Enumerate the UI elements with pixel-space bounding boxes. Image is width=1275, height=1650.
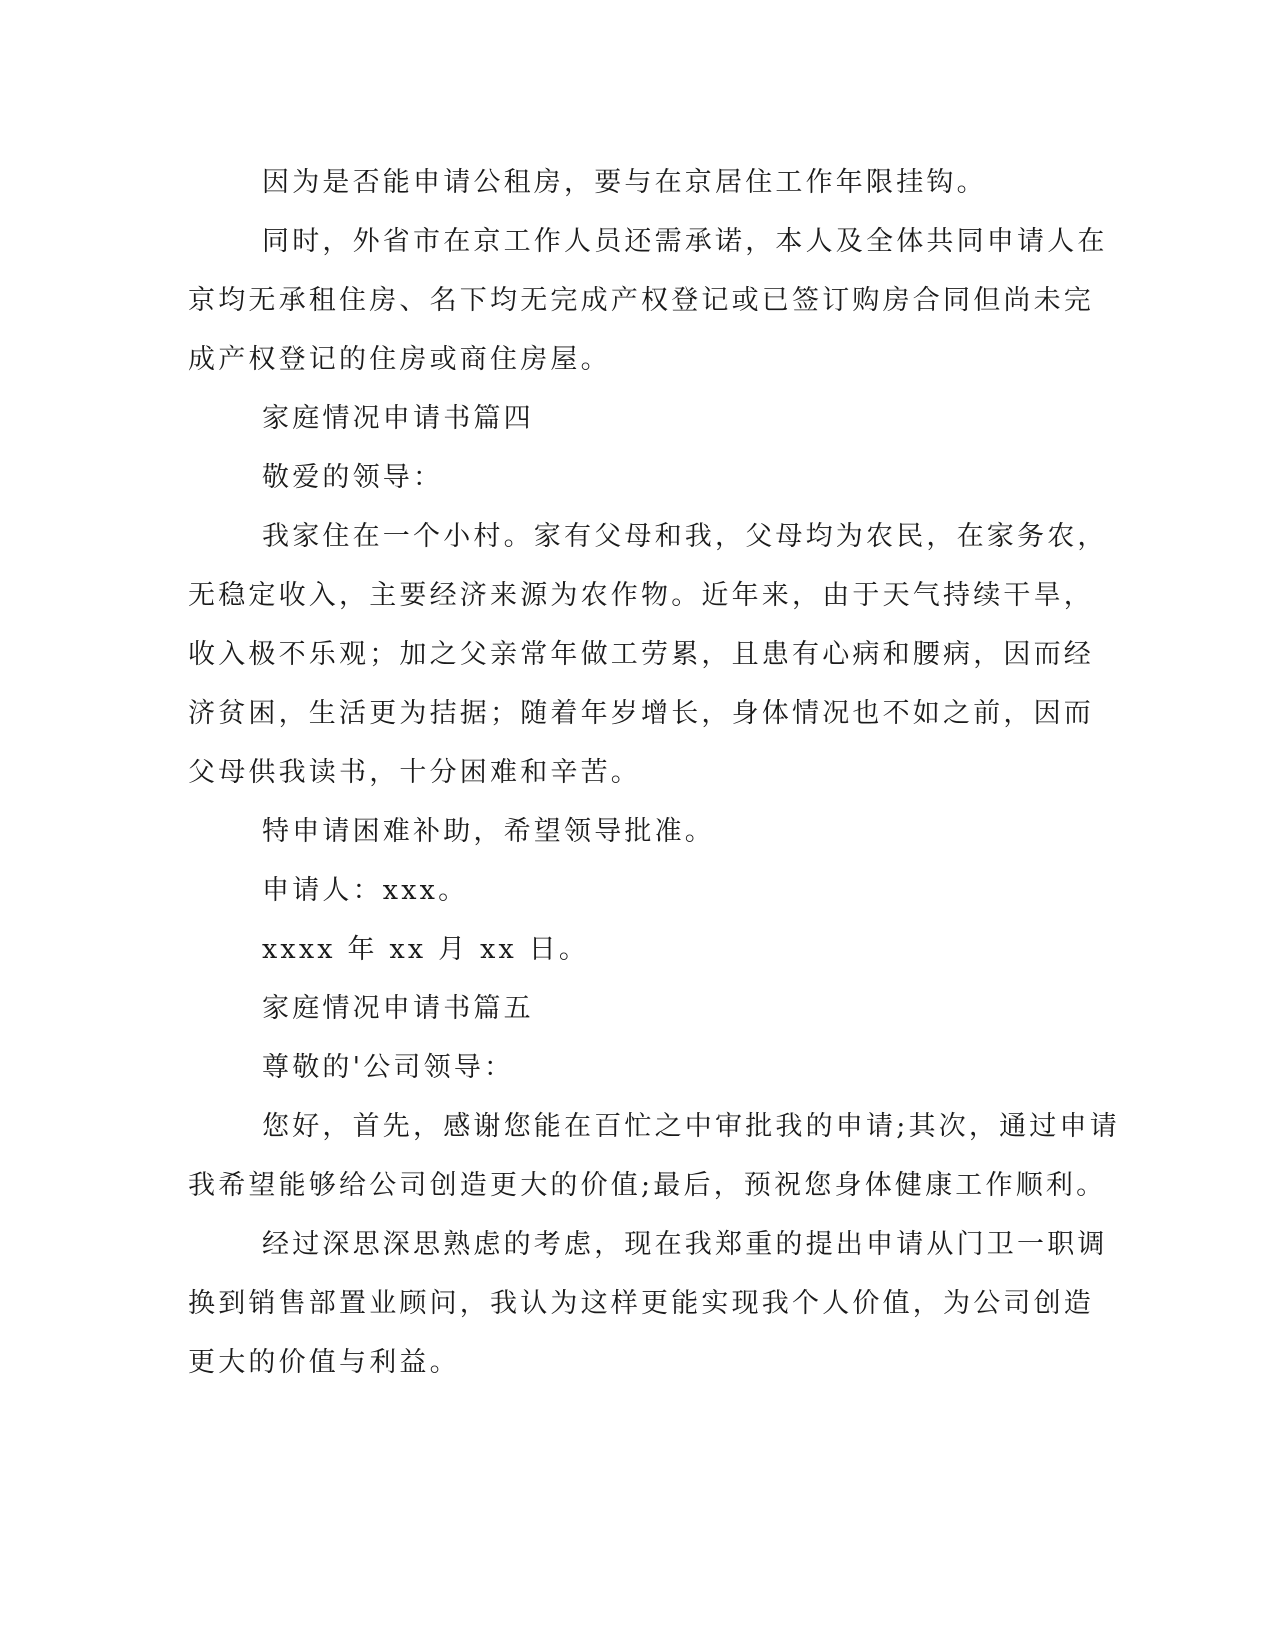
section-heading: 家庭情况申请书篇四 (262, 403, 534, 434)
paragraph-line: 我希望能够给公司创造更大的价值;最后，预祝您身体健康工作顺利。 (188, 1170, 1107, 1201)
section-heading: 家庭情况申请书篇五 (262, 993, 534, 1024)
applicant-line: 申请人：xxx。 (262, 875, 469, 906)
paragraph-line: 我家住在一个小村。家有父母和我，父母均为农民，在家务农， (262, 521, 1108, 552)
paragraph-line: 父母供我读书，十分困难和辛苦。 (188, 757, 641, 788)
salutation: 尊敬的'公司领导： (262, 1052, 515, 1083)
paragraph-line: 特申请困难补助，希望领导批准。 (262, 816, 715, 847)
paragraph-line: 京均无承租住房、名下均无完成产权登记或已签订购房合同但尚未完 (188, 285, 1094, 316)
paragraph-line: 因为是否能申请公租房，要与在京居住工作年限挂钩。 (262, 167, 987, 198)
paragraph-line: 经过深思深思熟虑的考虑，现在我郑重的提出申请从门卫一职调 (262, 1229, 1108, 1260)
paragraph-line: 收入极不乐观；加之父亲常年做工劳累，且患有心病和腰病，因而经 (188, 639, 1094, 670)
paragraph-line: 同时，外省市在京工作人员还需承诺，本人及全体共同申请人在 (262, 226, 1108, 257)
date-line: xxxx 年 xx 月 xx 日。 (262, 934, 590, 965)
paragraph-line: 成产权登记的住房或商住房屋。 (188, 344, 611, 375)
paragraph-line: 换到销售部置业顾问，我认为这样更能实现我个人价值，为公司创造 (188, 1288, 1094, 1319)
paragraph-line: 更大的价值与利益。 (188, 1347, 460, 1378)
paragraph-line: 无稳定收入，主要经济来源为农作物。近年来，由于天气持续干旱， (188, 580, 1094, 611)
salutation: 敬爱的领导： (262, 462, 444, 493)
paragraph-line: 您好，首先，感谢您能在百忙之中审批我的申请;其次，通过申请 (262, 1111, 1120, 1142)
paragraph-line: 济贫困，生活更为拮据；随着年岁增长，身体情况也不如之前，因而 (188, 698, 1094, 729)
